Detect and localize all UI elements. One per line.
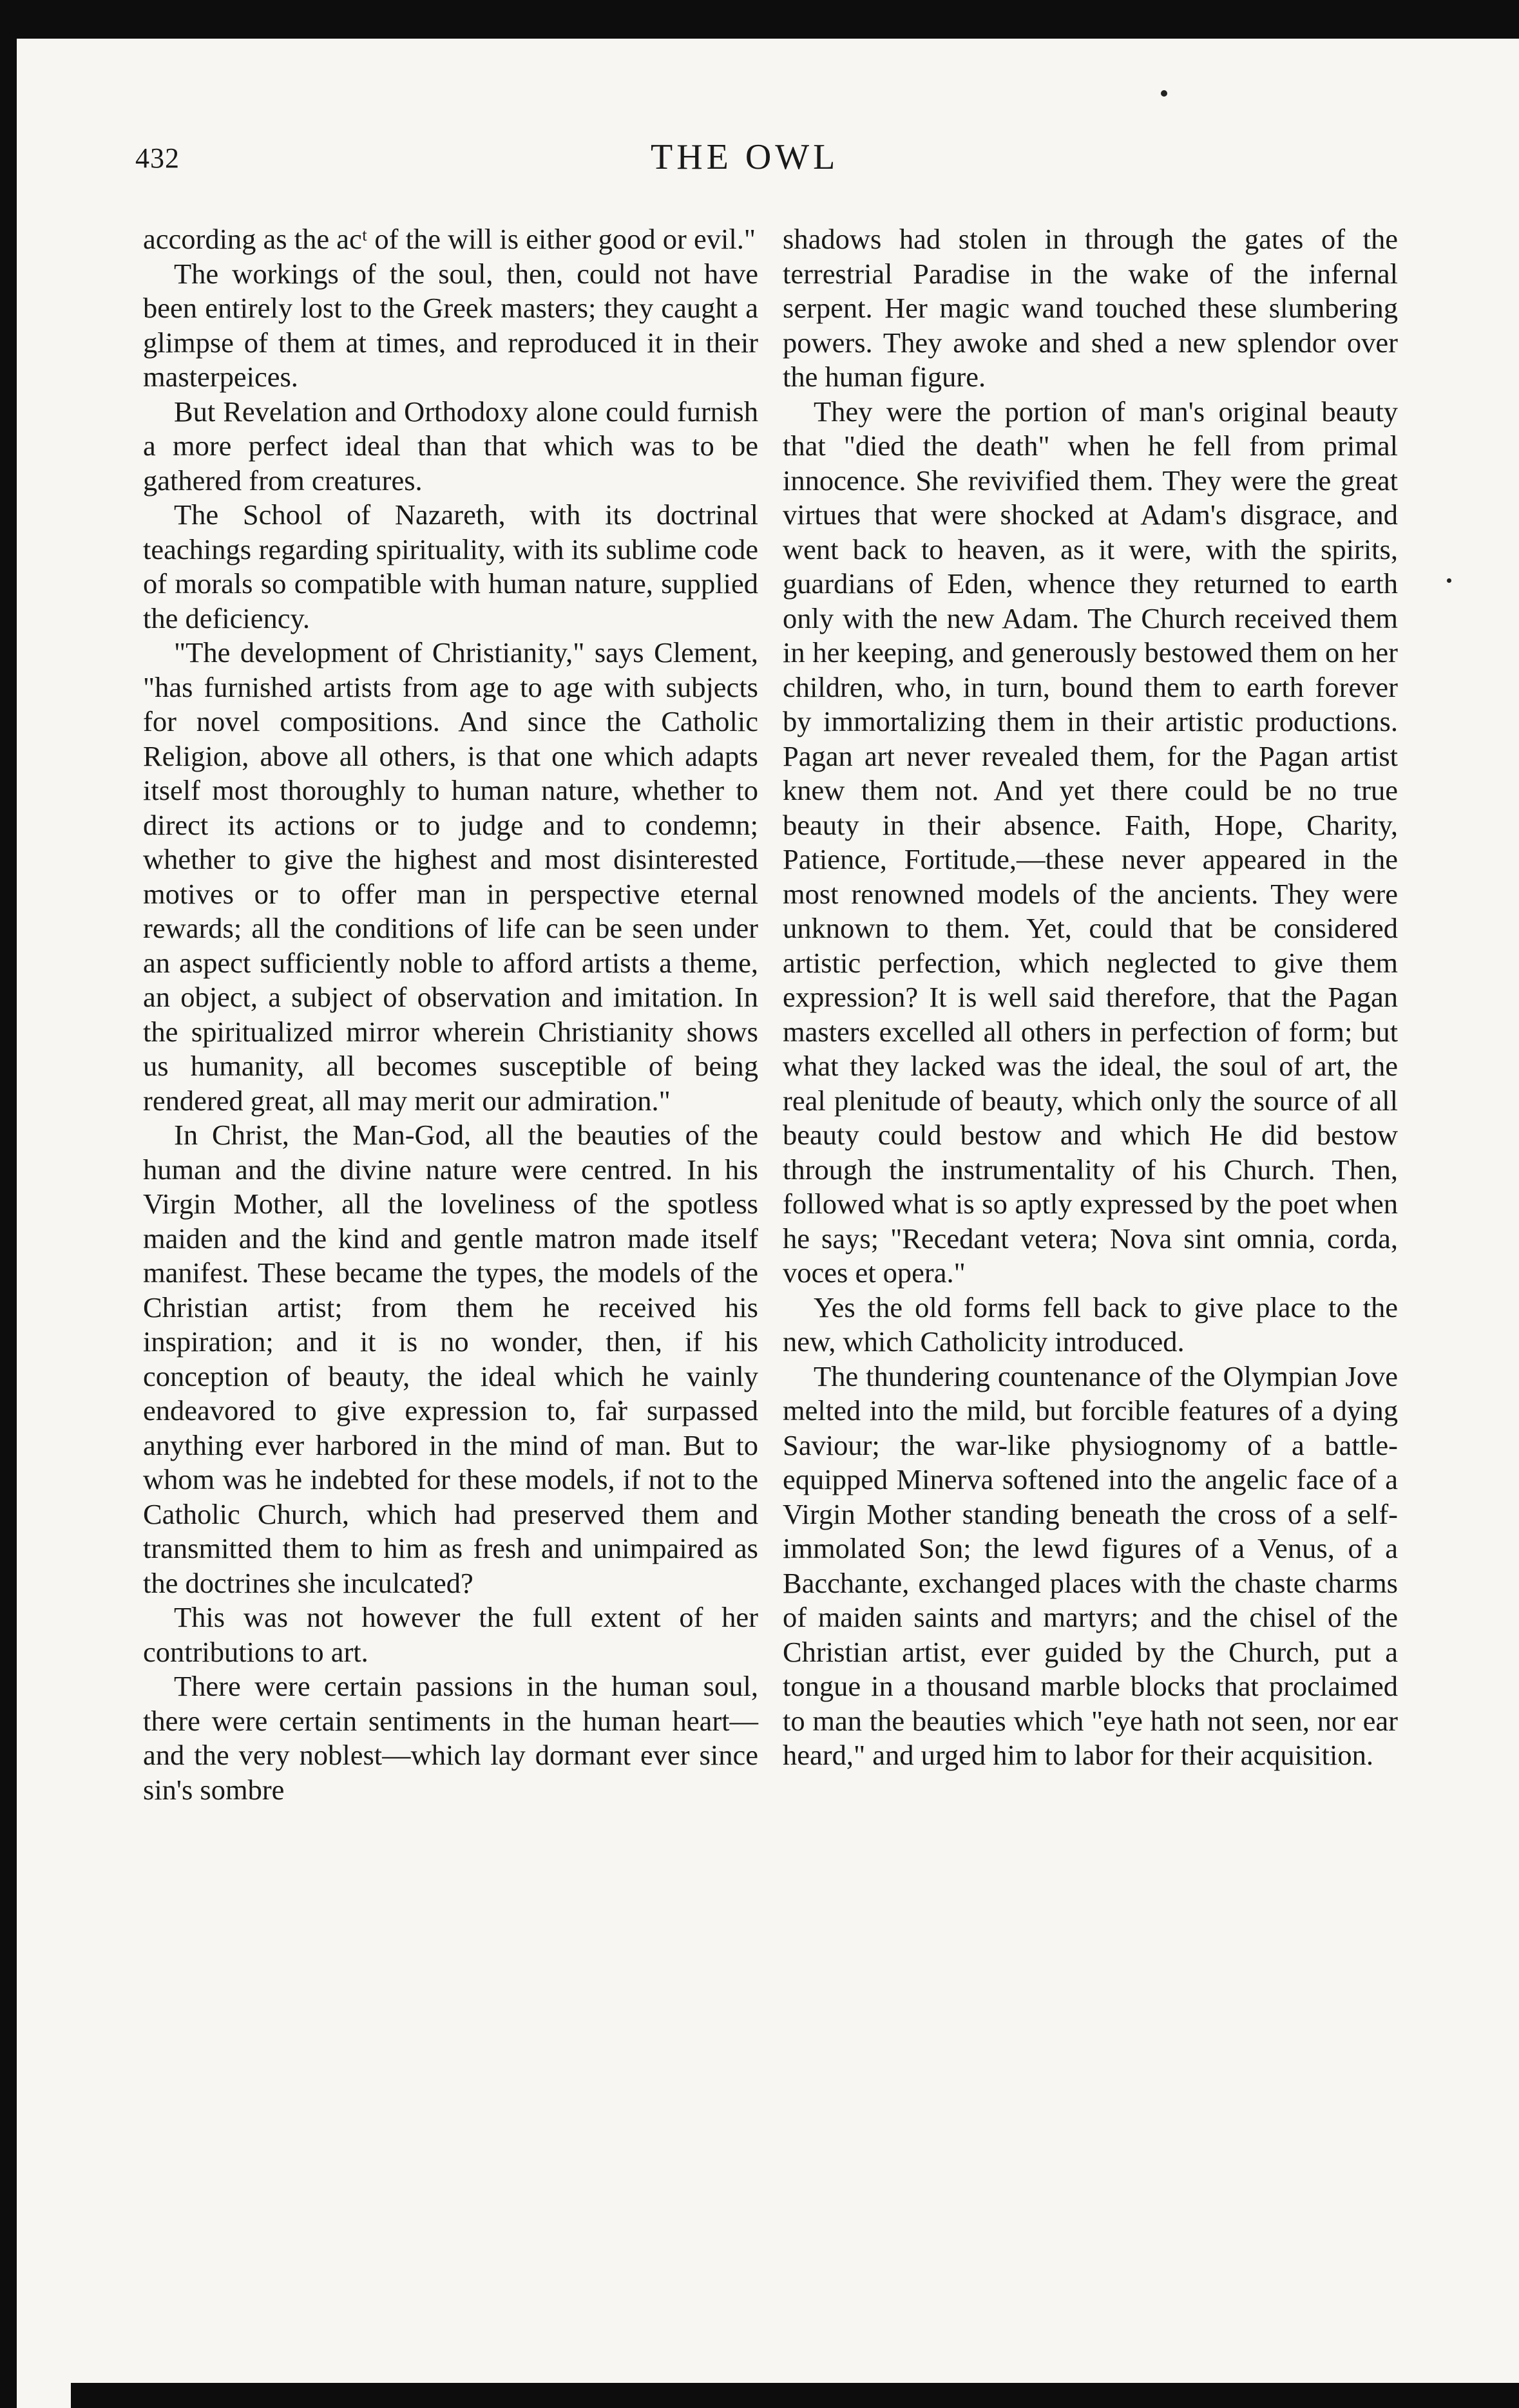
paragraph: They were the portion of man's original beauty that "died the death" when he fell from primal innocence. She revivified them. They were the great virtues that were shocked at Adam's disgrace, and went back to heaven, as it were, with the spirits, guardians of Eden, whence they returned to earth only with the new Adam. The Church received them in her keeping, and generously bestowed them on her children, who, in turn, bound them to earth forever by immortalizing them in their artistic productions. Pagan art never revealed them, for the Pagan artist knew them not. And yet there could be no true beauty in their absence. Faith, Hope, Charity, Patience, Fortitude,—these never appeared in the most renowned models of the ancients. They were unknown to them. Yet, could that be considered artistic perfection, which neglected to give them expression? It is well said therefore, that the Pagan masters excelled all others in perfection of form; but what they lacked was the ideal, the soul of art, the real plenitude of beauty, which only the source of all beauty could bestow and which He did bestow through the instrumentality of his Church. Then, followed what is so aptly expressed by the poet when he says; "Recedant vetera; Nova sint omnia, corda, voces et opera." bbox=[783, 395, 1398, 1289]
scan-border-left bbox=[0, 0, 17, 2408]
ink-speck bbox=[1447, 578, 1451, 583]
right-column bbox=[783, 222, 1398, 1773]
paragraph: This was not however the full extent of her contributions to art. bbox=[143, 1601, 758, 1668]
paragraph: The workings of the soul, then, could not have been entirely lost to the Greek masters; they caught a glimpse of them at times, and reproduced it in their masterpeices. bbox=[143, 257, 758, 393]
paragraph: "The development of Christianity," says Clement, "has furnished artists from age to age with subjects for novel compositions. And since the Catholic Religion, above all others, is that one which adapts itself most thoroughly to human nature, whether to direct its actions or to judge and to condemn; whether to give the highest and most disinterested motives or to offer man in perspective eternal rewards; all the conditions of life can be seen under an aspect sufficiently noble to afford artists a theme, an object, a subject of observation and imitation. In the spiritualized mirror wherein Christianity shows us humanity, all becomes susceptible of being rendered great, all may merit our admiration." bbox=[143, 636, 758, 1117]
paragraph: In Christ, the Man-God, all the beauties of the human and the divine nature were centred. In his Virgin Mother, all the loveliness of the spotless maiden and the kind and gentle matron made itself manifest. These became the types, the models of the Christian artist; from them he received his inspiration; and it is no wonder, then, if his conception of beauty, the ideal which he vainly endeavored to give expression to, far surpassed anything ever harbored in the mind of man. But to whom was he indebted for these models, if not to the Catholic Church, which had preserved them and transmitted them to him as fresh and unimpaired as the doctrines she inculcated? bbox=[143, 1119, 758, 1599]
paragraph: But Revelation and Orthodoxy alone could furnish a more perfect ideal than that which was to be gathered from creatures. bbox=[143, 395, 758, 497]
scan-border-bottom bbox=[71, 2383, 1519, 2408]
paragraph: Yes the old forms fell back to give place to the new, which Catholicity introduced. bbox=[783, 1291, 1398, 1358]
running-head-title: THE OWL bbox=[651, 137, 839, 177]
paragraph: shadows had stolen in through the gates of the terrestrial Paradise in the wake of the infernal serpent. Her magic wand touched these slumbering powers. They awoke and shed a new splendor over the human figure. bbox=[783, 223, 1398, 393]
paragraph: according as the acᵗ of the will is either good or evil." bbox=[143, 223, 756, 255]
scan-border-top bbox=[0, 0, 1519, 39]
paragraph: The thundering countenance of the Olympian Jove melted into the mild, but forcible features of a dying Saviour; the war-like physiognomy of a battle-equipped Minerva softened into the angelic face of a Virgin Mother standing beneath the cross of a self-immolated Son; the lewd figures of a Venus, of a Bacchante, exchanged places with the chaste charms of maiden saints and martyrs; and the chisel of the Christian artist, ever guided by the Church, put a tongue in a thousand marble blocks that proclaimed to man the beauties which "eye hath not seen, nor ear heard," and urged him to labor for their acquisition. bbox=[783, 1360, 1398, 1771]
page-number: 432 bbox=[135, 142, 180, 174]
ink-speck bbox=[1161, 90, 1167, 97]
paragraph: There were certain passions in the human soul, there were certain sentiments in the human heart—and the very noblest—which lay dormant ever since sin's sombre bbox=[143, 1670, 758, 1806]
paragraph: The School of Nazareth, with its doctrinal teachings regarding spirituality, with its sublime code of morals so compatible with human nature, supplied the deficiency. bbox=[143, 498, 758, 634]
left-column bbox=[143, 222, 758, 1807]
